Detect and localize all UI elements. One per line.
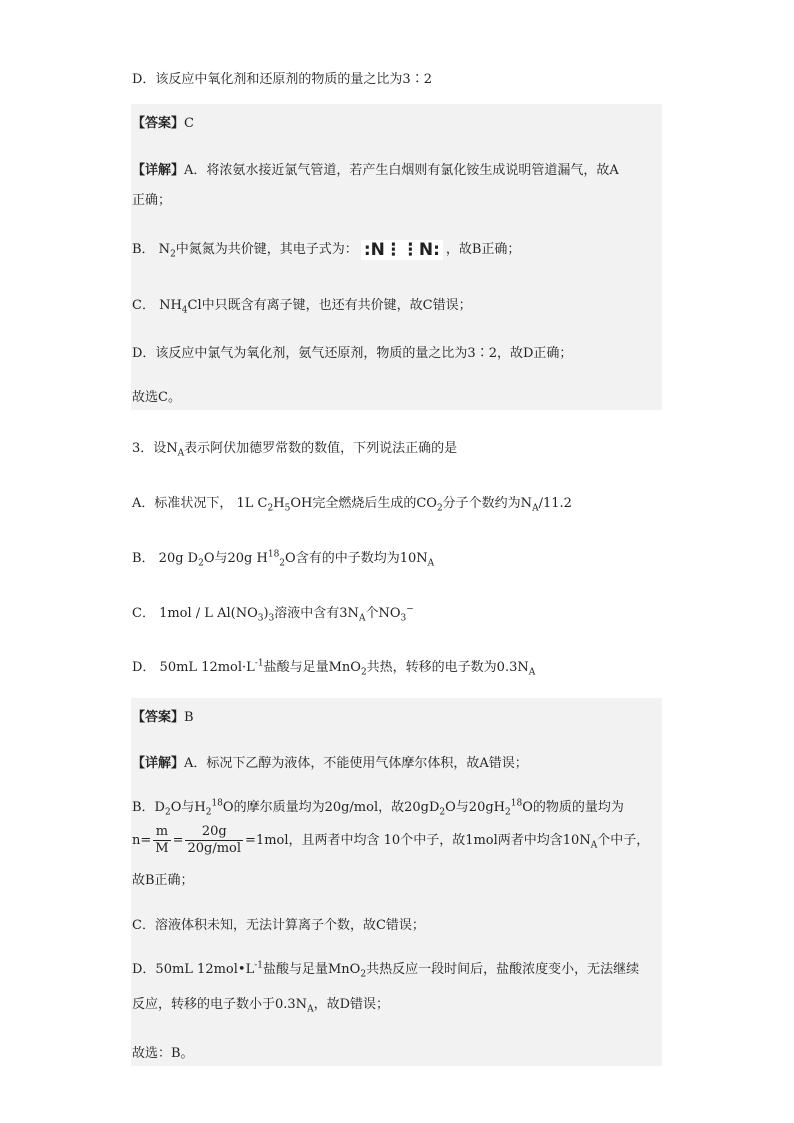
prev-option-d: D．该反应中氧化剂和还原剂的物质的量之比为3∶2	[132, 72, 432, 87]
explanation-2-b-formula: n= $\frac{m}{M}$ = $\frac{20g}{\text{20g/mol}}$ =1mol，且两者中均含 10个中子，故1mol两者中均含$10N_A$个中子，	[132, 824, 650, 856]
question-3-option-d: D． 50mL $12mol\cdot L^{-1}$盐酸与足量MnO$_2$共热，转移的电子数为$0.3N_A$	[132, 658, 536, 678]
explanation-1-end: 故选C。	[132, 390, 181, 405]
explanation-1-b: B． $N_2$中氮氮为共价键，其电子式为： :N⋮⋮N: ，故B正确；	[132, 239, 521, 260]
explanation-1-d: D．该反应中氯气为氧化剂，氨气还原剂，物质的量之比为3∶2，故D正确；	[132, 346, 573, 361]
fraction-m-over-M: $\frac{m}{M}$	[155, 824, 169, 856]
answer-2: 【答案】B	[132, 710, 194, 725]
question-3-option-c: C． 1mol / L $Al(NO_3)_3$溶液中含有$3N_A$个$NO_3^-$	[132, 604, 414, 624]
question-3-option-a: A．标准状况下， 1L $C_2H_5OH$完全燃烧后生成的$CO_2$分子个数约为$N_A/11.2$	[132, 496, 572, 514]
lewis-structure-n2: :N⋮⋮N:	[361, 240, 443, 260]
explanation-2-end: 故选：B。	[132, 1046, 194, 1061]
explanation-2-d-cont: 反应，转移的电子数小于$0.3N_A$，故D错误；	[132, 997, 389, 1015]
explanation-2-b: B．$D_2O$与$H_2^{18}O$的摩尔质量均为20g/mol，故$20gD_2O$与$20gH_2^{18}O$的物质的量均为	[132, 798, 624, 818]
answer-1: 【答案】C	[132, 116, 194, 131]
explanation-1-a: 【详解】A．将浓氨水接近氯气管道，若产生白烟则有氯化铵生成说明管道漏气，故A	[132, 163, 619, 178]
explanation-1-a-cont: 正确；	[132, 193, 172, 208]
fraction-mass-over-molar-mass: $\frac{20g}{\text{20g/mol}}$	[187, 824, 242, 856]
question-3-stem: 3．设$N_A$表示阿伏加德罗常数的数值，下列说法正确的是	[132, 441, 458, 459]
explanation-2-d: D．50mL $12mol•L^{-1}$盐酸与足量MnO$_2$共热反应一段时间后，盐酸浓度变小，无法继续	[132, 960, 640, 980]
explanation-1-c: C． $NH_4Cl$中只既含有离子键，也还有共价键，故C错误；	[132, 298, 472, 316]
explanation-2-b-end: 故B正确；	[132, 873, 194, 888]
explanation-2-c: C．溶液体积未知，无法计算离子个数，故C错误；	[132, 918, 425, 933]
question-3-option-b: B． 20g $D_2O$与20g $H^{18}_2O$含有的中子数均为$10N_A$	[132, 549, 435, 569]
explanation-2-a: 【详解】A．标况下乙醇为液体，不能使用气体摩尔体积，故A错误；	[132, 756, 528, 771]
